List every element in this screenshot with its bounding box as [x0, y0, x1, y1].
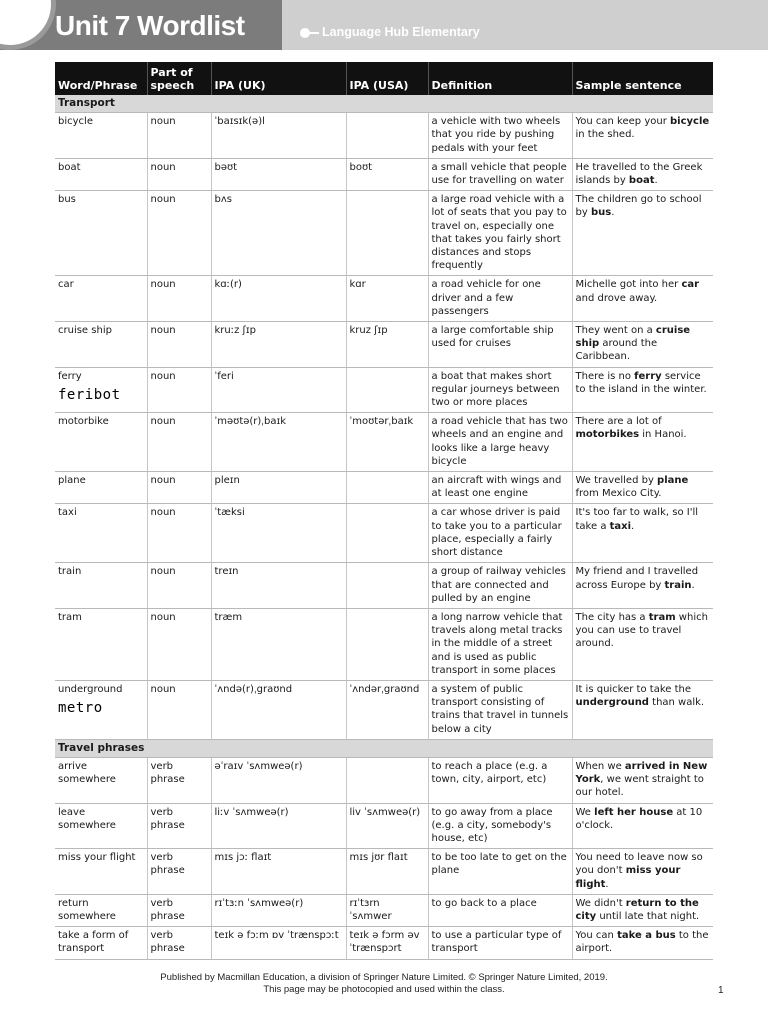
sentence-text: The children go to school by	[575, 194, 702, 219]
sentence-text: from Mexico City.	[575, 488, 662, 500]
part-of-speech-cell: verb phrase	[147, 757, 211, 803]
ipa-uk-cell: ˈʌndə(r)ˌgraʊnd	[211, 680, 346, 739]
ipa-uk-cell: ˈməʊtə(r)ˌbaɪk	[211, 413, 346, 472]
word-cell	[55, 504, 147, 563]
ipa-us-cell	[346, 757, 428, 803]
highlighted-term: tram	[648, 611, 676, 623]
definition-cell: a large road vehicle with a lot of seats that you pay to travel on, especially one that takes you fairly short distances and stops frequently	[428, 191, 572, 276]
part-of-speech-cell: verb phrase	[147, 803, 211, 849]
word-text: train	[58, 566, 82, 578]
table-body	[55, 95, 713, 959]
ipa-uk-cell: mɪs jɔː flaɪt	[211, 849, 346, 895]
part-of-speech-cell: noun	[147, 563, 211, 609]
sample-sentence-cell	[572, 608, 713, 680]
page-title: Unit 7 Wordlist	[55, 10, 245, 41]
highlighted-term: left her house	[594, 806, 674, 818]
word-text: take a form of transport	[58, 930, 129, 955]
table-row	[55, 849, 713, 895]
word-cell	[55, 367, 147, 413]
sentence-text: He travelled to the Greek islands by	[575, 161, 703, 187]
definition-cell: an aircraft with wings and at least one engine	[428, 472, 572, 504]
sentence-text: We travelled by	[575, 475, 658, 487]
part-of-speech-cell: noun	[147, 472, 211, 504]
ipa-uk-cell: kɑː(r)	[211, 276, 346, 322]
sentence-text: There are a lot of	[575, 416, 662, 428]
part-of-speech-cell: noun	[147, 608, 211, 680]
sentence-text: in Hanoi.	[639, 429, 687, 441]
sentence-text: It is quicker to take the	[575, 683, 691, 695]
sentence-text: We didn't	[575, 897, 626, 909]
sample-sentence-cell	[572, 276, 713, 322]
sample-sentence-cell	[572, 894, 713, 926]
ipa-uk-cell: ˈbaɪsɪk(ə)l	[211, 113, 346, 159]
ipa-us-cell	[346, 608, 428, 680]
highlighted-term: cruise ship	[575, 325, 691, 350]
sentence-text: You need to leave now so you don't	[575, 852, 703, 877]
definition-cell: to go back to a place	[428, 894, 572, 926]
ipa-us-cell: mɪs jʊr flaɪt	[346, 849, 428, 895]
word-text: cruise ship	[58, 325, 112, 337]
table-header-row	[55, 62, 713, 95]
word-cell	[55, 803, 147, 849]
sentence-text: The city has a	[575, 611, 649, 623]
column-header: Part of speech	[147, 62, 211, 95]
word-cell	[55, 608, 147, 680]
ipa-uk-cell: træm	[211, 608, 346, 680]
sample-sentence-cell	[572, 322, 713, 368]
sample-sentence-cell	[572, 158, 713, 190]
sample-sentence-cell	[572, 849, 713, 895]
word-cell	[55, 158, 147, 190]
definition-cell: a group of railway vehicles that are connected and pulled by an engine	[428, 563, 572, 609]
definition-cell: a long narrow vehicle that travels along metal tracks in the middle of a street and is used as public transport in some places	[428, 608, 572, 680]
column-header: Word/Phrase	[55, 62, 147, 95]
word-cell	[55, 680, 147, 739]
word-text: bus	[58, 194, 76, 206]
ipa-uk-cell: bəʊt	[211, 158, 346, 190]
word-cell	[55, 927, 147, 959]
handwritten-note: metro	[58, 700, 103, 717]
word-cell	[55, 276, 147, 322]
definition-cell: a car whose driver is paid to take you to a particular place, especially a fairly short distance	[428, 504, 572, 563]
highlighted-term: return to the city	[575, 897, 699, 922]
word-text: taxi	[58, 507, 77, 519]
section-header-row	[55, 739, 713, 757]
word-text: car	[58, 279, 74, 291]
sentence-text: at 10 o'clock.	[575, 806, 703, 831]
copyright-line: Published by Macmillan Education, a division of Springer Nature Limited. © Springer Nature Limited, 2019.	[160, 972, 608, 983]
wordlist-table	[55, 62, 713, 960]
ipa-uk-cell: ˈtæksi	[211, 504, 346, 563]
ipa-us-cell	[346, 367, 428, 413]
sentence-text: It's too far to walk, so I'll take a	[575, 507, 698, 532]
highlighted-term: car	[681, 279, 700, 291]
ipa-us-cell: liv ˈsʌmweə(r)	[346, 803, 428, 849]
word-text: miss your flight	[58, 852, 136, 864]
column-header: IPA (UK)	[211, 62, 346, 95]
page-number: 1	[718, 985, 724, 996]
part-of-speech-cell: noun	[147, 158, 211, 190]
section-header-row	[55, 95, 713, 113]
definition-cell: a large comfortable ship used for cruises	[428, 322, 572, 368]
table-row	[55, 413, 713, 472]
part-of-speech-cell: noun	[147, 276, 211, 322]
word-cell	[55, 191, 147, 276]
definition-cell: a system of public transport consisting of trains that travel in tunnels below a city	[428, 680, 572, 739]
sentence-text: My friend and I travelled across Europe by	[575, 566, 699, 591]
sentence-text: than walk.	[648, 697, 705, 709]
sentence-text: .	[631, 520, 635, 532]
word-text: ferry	[58, 370, 82, 382]
table-row	[55, 608, 713, 680]
highlighted-term: plane	[657, 475, 689, 487]
sentence-text: There is no	[575, 370, 635, 382]
definition-cell: a boat that makes short regular journeys between two or more places	[428, 367, 572, 413]
sample-sentence-cell	[572, 367, 713, 413]
sample-sentence-cell	[572, 413, 713, 472]
ipa-us-cell	[346, 472, 428, 504]
word-cell	[55, 563, 147, 609]
table-row	[55, 158, 713, 190]
ipa-us-cell	[346, 113, 428, 159]
part-of-speech-cell: noun	[147, 191, 211, 276]
table-row	[55, 472, 713, 504]
table-row	[55, 367, 713, 413]
definition-cell: a road vehicle for one driver and a few passengers	[428, 276, 572, 322]
sentence-text: service to the island in the winter.	[575, 370, 707, 395]
column-header: IPA (USA)	[346, 62, 428, 95]
word-text: underground	[58, 683, 123, 695]
part-of-speech-cell: noun	[147, 113, 211, 159]
word-cell	[55, 849, 147, 895]
sentence-text: They went on a	[575, 325, 656, 337]
sentence-text: .	[605, 878, 609, 890]
highlighted-term: underground	[575, 697, 649, 709]
part-of-speech-cell: noun	[147, 322, 211, 368]
sentence-text: .	[654, 175, 658, 187]
ipa-us-cell: rɪˈtɜrn ˈsʌmwer	[346, 894, 428, 926]
word-text: leave somewhere	[58, 806, 116, 831]
word-text: boat	[58, 161, 81, 173]
sample-sentence-cell	[572, 757, 713, 803]
table-row	[55, 322, 713, 368]
ipa-us-cell	[346, 504, 428, 563]
sample-sentence-cell	[572, 803, 713, 849]
highlighted-term: boat	[628, 175, 655, 187]
sentence-text: .	[691, 579, 695, 591]
part-of-speech-cell: verb phrase	[147, 894, 211, 926]
ipa-uk-cell: əˈraɪv ˈsʌmweə(r)	[211, 757, 346, 803]
sentence-text: We	[575, 806, 595, 818]
sentence-text: in the shed.	[575, 129, 635, 141]
sentence-text: until late that night.	[596, 910, 700, 922]
sentence-text: which you can use to travel around.	[575, 611, 708, 650]
column-header: Sample sentence	[572, 62, 713, 95]
word-text: tram	[58, 611, 82, 623]
part-of-speech-cell: noun	[147, 413, 211, 472]
sample-sentence-cell	[572, 680, 713, 739]
ipa-us-cell	[346, 191, 428, 276]
word-cell	[55, 757, 147, 803]
highlighted-term: bicycle	[670, 116, 710, 128]
highlighted-term: arrived in New York	[575, 760, 708, 786]
table-row	[55, 563, 713, 609]
highlighted-term: taxi	[609, 520, 632, 532]
word-cell	[55, 413, 147, 472]
ipa-uk-cell: ˈferi	[211, 367, 346, 413]
word-cell	[55, 322, 147, 368]
footer	[0, 972, 768, 996]
ipa-uk-cell: kruːz ʃɪp	[211, 322, 346, 368]
subtitle-group	[298, 25, 480, 39]
highlighted-term: motorbikes	[575, 429, 640, 441]
handwritten-note: feribot	[58, 386, 121, 403]
definition-cell: a vehicle with two wheels that you ride by pushing pedals with your feet	[428, 113, 572, 159]
definition-cell: a small vehicle that people use for travelling on water	[428, 158, 572, 190]
word-cell	[55, 894, 147, 926]
sentence-text: , we went straight to our hotel.	[575, 774, 704, 799]
table-row	[55, 803, 713, 849]
book-subtitle: Language Hub Elementary	[322, 25, 480, 39]
part-of-speech-cell: verb phrase	[147, 927, 211, 959]
ipa-us-cell: kɑr	[346, 276, 428, 322]
column-header: Definition	[428, 62, 572, 95]
sentence-text: Michelle got into her	[575, 279, 682, 291]
ipa-us-cell	[346, 563, 428, 609]
sample-sentence-cell	[572, 563, 713, 609]
sentence-text: You can	[575, 930, 618, 942]
ipa-uk-cell: bʌs	[211, 191, 346, 276]
part-of-speech-cell: noun	[147, 504, 211, 563]
part-of-speech-cell: noun	[147, 680, 211, 739]
highlighted-term: take a bus	[617, 930, 676, 942]
ipa-uk-cell: treɪn	[211, 563, 346, 609]
table-row	[55, 504, 713, 563]
word-text: arrive somewhere	[58, 760, 116, 786]
word-cell	[55, 113, 147, 159]
ipa-uk-cell: pleɪn	[211, 472, 346, 504]
part-of-speech-cell: noun	[147, 367, 211, 413]
speech-bubble-icon	[298, 25, 320, 39]
part-of-speech-cell: verb phrase	[147, 849, 211, 895]
highlighted-term: train	[664, 579, 692, 591]
sample-sentence-cell	[572, 472, 713, 504]
table-row	[55, 927, 713, 959]
table-row	[55, 757, 713, 803]
definition-cell: to go away from a place (e.g. a city, somebody's house, etc)	[428, 803, 572, 849]
table-row	[55, 894, 713, 926]
word-text: motorbike	[58, 416, 109, 428]
sentence-text: You can keep your	[575, 116, 670, 128]
word-text: return somewhere	[58, 897, 116, 922]
word-text: bicycle	[58, 116, 93, 128]
section-title: Transport	[55, 95, 713, 113]
sentence-text: and drove away.	[575, 292, 658, 304]
ipa-us-cell: boʊt	[346, 158, 428, 190]
sentence-text: around the Caribbean.	[575, 338, 658, 363]
sample-sentence-cell	[572, 504, 713, 563]
highlighted-term: bus	[590, 207, 612, 219]
sample-sentence-cell	[572, 113, 713, 159]
highlighted-term: ferry	[634, 370, 662, 382]
definition-cell: a road vehicle that has two wheels and an engine and looks like a large heavy bicycle	[428, 413, 572, 472]
sample-sentence-cell	[572, 191, 713, 276]
word-text: plane	[58, 475, 86, 487]
sentence-text: to the airport.	[575, 930, 709, 955]
ipa-us-cell: kruz ʃɪp	[346, 322, 428, 368]
highlighted-term: miss your flight	[575, 865, 681, 890]
table-row	[55, 680, 713, 739]
definition-cell: to be too late to get on the plane	[428, 849, 572, 895]
page-header	[0, 0, 768, 50]
ipa-us-cell: ˈmoʊtərˌbaɪk	[346, 413, 428, 472]
table-row	[55, 276, 713, 322]
sample-sentence-cell	[572, 927, 713, 959]
ipa-uk-cell: teɪk ə fɔːm ɒv ˈtrænspɔːt	[211, 927, 346, 959]
ipa-uk-cell: rɪˈtɜːn ˈsʌmweə(r)	[211, 894, 346, 926]
ipa-uk-cell: liːv ˈsʌmweə(r)	[211, 803, 346, 849]
table-row	[55, 191, 713, 276]
sentence-text: When we	[575, 760, 625, 772]
ipa-us-cell: ˈʌndərˌgraʊnd	[346, 680, 428, 739]
table-row	[55, 113, 713, 159]
photocopy-notice: This page may be photocopied and used within the class.	[263, 984, 505, 995]
section-title: Travel phrases	[55, 739, 713, 757]
ipa-us-cell: teɪk ə fɔrm əv ˈtrænspɔrt	[346, 927, 428, 959]
definition-cell: to use a particular type of transport	[428, 927, 572, 959]
definition-cell: to reach a place (e.g. a town, city, airport, etc)	[428, 757, 572, 803]
word-cell	[55, 472, 147, 504]
sentence-text: .	[611, 207, 615, 219]
